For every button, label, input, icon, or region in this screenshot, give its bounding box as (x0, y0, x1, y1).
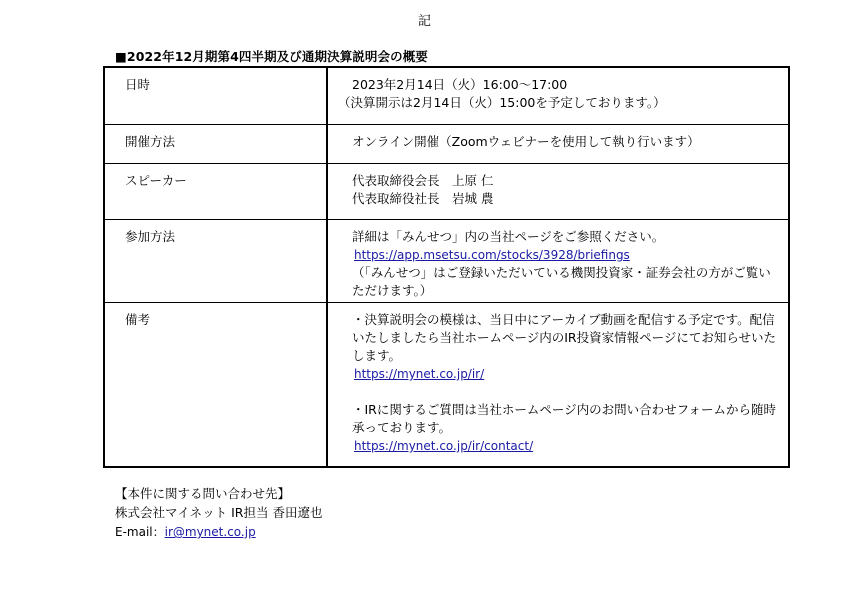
row-value-speaker (327, 164, 789, 220)
row-value-datetime (327, 67, 789, 125)
briefing-info-table (103, 66, 790, 468)
email-link[interactable]: ir@mynet.co.jp (164, 525, 256, 539)
participation-note-2: ただけます。） (352, 283, 433, 298)
notes-line-3: します。 (352, 348, 402, 363)
method-text: オンライン開催（Zoomウェビナーを使用して執り行います） (352, 134, 700, 149)
ki-heading: 記 (417, 14, 431, 29)
minsetsu-link[interactable]: https://app.msetsu.com/stocks/3928/briefings (354, 248, 630, 262)
row-label-speaker: スピーカー (104, 164, 327, 220)
speaker-chairman: 代表取締役会長 上原 仁 (352, 173, 494, 188)
participation-note-1: （「みんせつ」はご登録いただいている機関投資家・証券会社の方がご覧い (352, 265, 771, 280)
contact-title: 【本件に関する問い合わせ先】 (115, 486, 291, 501)
table-row-method (104, 125, 789, 164)
contact-company: 株式会社マイネット IR担当 香田遼也 (115, 505, 323, 520)
contact-block (115, 484, 322, 542)
speaker-president: 代表取締役社長 岩城 農 (352, 191, 494, 206)
table-row-speaker (104, 164, 789, 220)
row-value-participation (327, 220, 789, 303)
ir-page-link[interactable]: https://mynet.co.jp/ir/ (354, 367, 485, 381)
row-value-method (327, 125, 789, 164)
row-label-method: 開催方法 (104, 125, 327, 164)
email-label: E-mail： (115, 525, 165, 539)
notes-line-5: 承っております。 (352, 420, 452, 435)
notes-line-2: いたしましたら当社ホームページ内のIR投資家情報ページにてお知らせいた (352, 330, 776, 345)
row-label-notes: 備考 (104, 303, 327, 468)
ir-contact-link[interactable]: https://mynet.co.jp/ir/contact/ (354, 439, 534, 453)
row-label-participation: 参加方法 (104, 220, 327, 303)
table-row-datetime (104, 67, 789, 125)
row-label-datetime: 日時 (104, 67, 327, 125)
datetime-text: 2023年2月14日（火）16:00～17:00 (352, 77, 568, 92)
datetime-note: （決算開示は2月14日（火）15:00を予定しております。） (338, 95, 666, 110)
row-value-notes (327, 303, 789, 468)
table-row-participation (104, 220, 789, 303)
section-heading: ■2022年12月期第4四半期及び通期決算説明会の概要 (115, 49, 428, 64)
contact-email-row (115, 522, 322, 542)
table-row-notes (104, 303, 789, 468)
notes-line-1: ・決算説明会の模様は、当日中にアーカイブ動画を配信する予定です。配信 (352, 312, 775, 327)
notes-line-4: ・IRに関するご質問は当社ホームページ内のお問い合わせフォームから随時 (352, 402, 776, 417)
participation-text: 詳細は「みんせつ」内の当社ページをご参照ください。 (352, 229, 665, 244)
